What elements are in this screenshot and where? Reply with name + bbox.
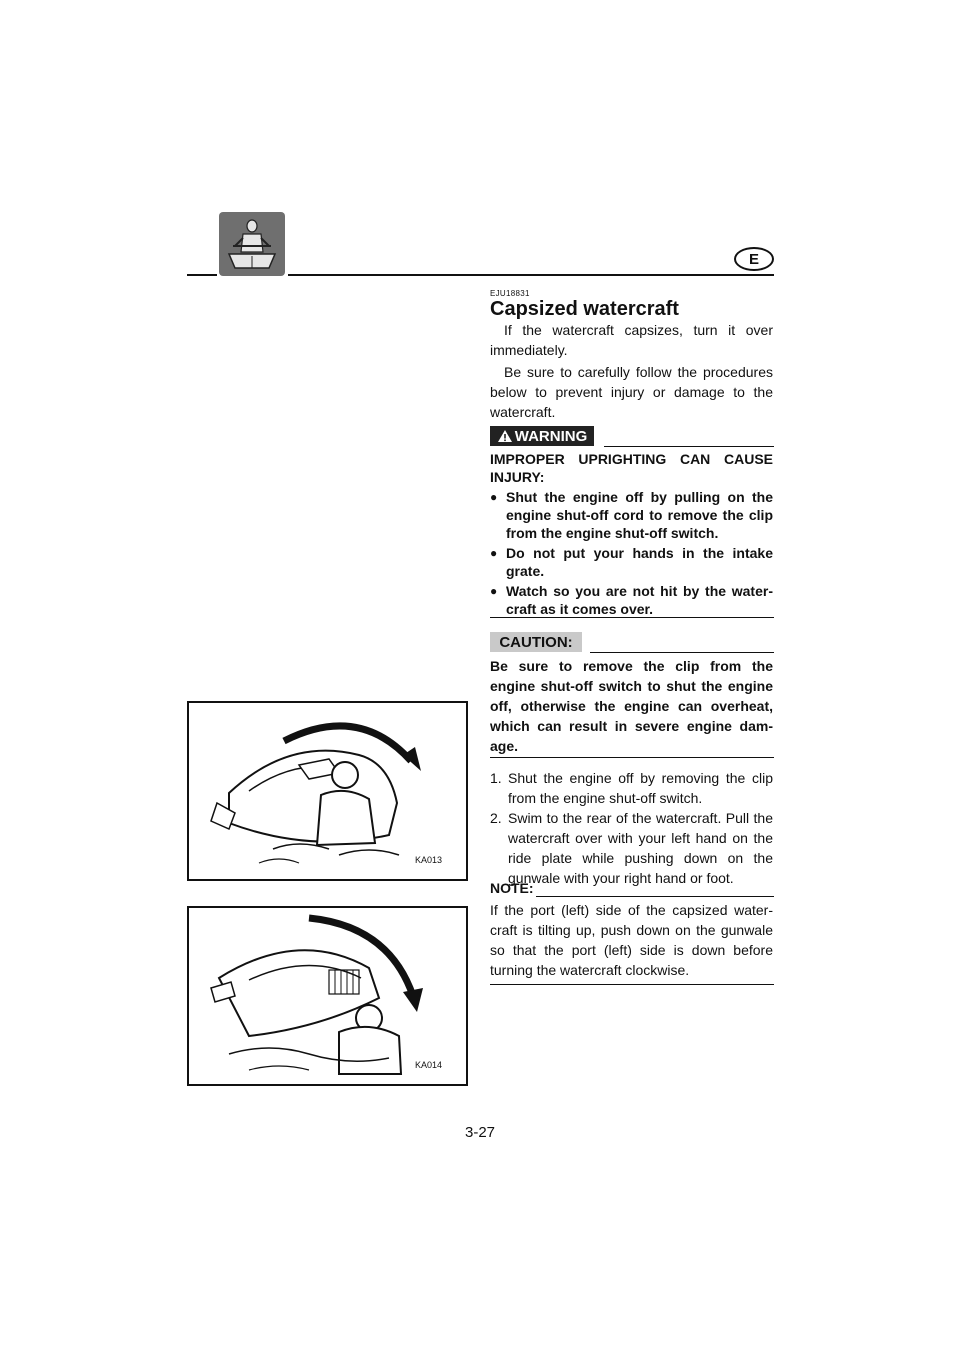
step-item [490, 808, 773, 888]
caution-badge: CAUTION: [490, 632, 582, 652]
note-text: If the port (left) side of the capsized water-craft is tilting up, push down on the gunwale so that the port (left) side is down before turning the watercraft clockwise. [490, 902, 773, 978]
header-rule-left [187, 274, 217, 276]
warning-label: WARNING [514, 427, 588, 445]
caution-text: Be sure to remove the clip from the engine shut-off switch to shut the engine off, otherwise the engine can overheat, which can result in severe engine dam-age. [490, 658, 773, 754]
figure-code: KA014 [414, 1060, 442, 1070]
procedure-steps [490, 768, 773, 888]
step-number: 2. [490, 810, 502, 826]
warning-rule [604, 446, 774, 447]
intro-paragraph-1: If the watercraft capsizes, turn it over immediately. [490, 322, 773, 358]
warning-badge [490, 426, 594, 446]
figure-ka014 [187, 906, 468, 1086]
intro-paragraph-2: Be sure to carefully follow the procedures below to prevent injury or damage to the watercraft. [490, 364, 773, 420]
warning-item: ● Shut the engine off by pulling on the engine shut-off cord to remove the clip from the engine shut-off switch. [490, 488, 773, 542]
warning-item: ● Do not put your hands in the intake grate. [490, 544, 773, 580]
caution-end-rule [490, 757, 774, 758]
language-badge: E [734, 247, 774, 271]
warning-list [490, 488, 773, 620]
caution-rule [590, 652, 774, 653]
section-title: Capsized watercraft [490, 298, 679, 320]
warning-heading: IMPROPER UPRIGHTING CAN CAUSE INJURY: [490, 451, 773, 485]
header-rule-right [288, 274, 774, 276]
warning-end-rule [490, 617, 774, 618]
righting-watercraft-illustration [189, 908, 466, 1084]
warning-triangle-icon [497, 429, 513, 443]
figure-code: KA013 [414, 855, 442, 865]
warning-item: ● Watch so you are not hit by the water-craft as it comes over. [490, 582, 773, 618]
figure-ka013 [187, 701, 468, 881]
page-number: 3-27 [464, 1124, 496, 1141]
step-number: 1. [490, 770, 502, 786]
note-label: NOTE: [490, 880, 534, 896]
step-text: Shut the engine off by removing the clip from the engine shut-off switch. [508, 770, 773, 806]
note-end-rule [490, 984, 774, 985]
rider-on-watercraft-icon [219, 212, 285, 276]
step-text: Swim to the rear of the watercraft. Pull the watercraft over with your left hand on the ride plate while pushing down on the gunwale with your right hand or foot. [508, 810, 773, 886]
reference-code: EJU18831 [490, 289, 530, 298]
note-rule [536, 896, 774, 897]
step-item [490, 768, 773, 808]
capsized-watercraft-illustration [189, 703, 466, 879]
